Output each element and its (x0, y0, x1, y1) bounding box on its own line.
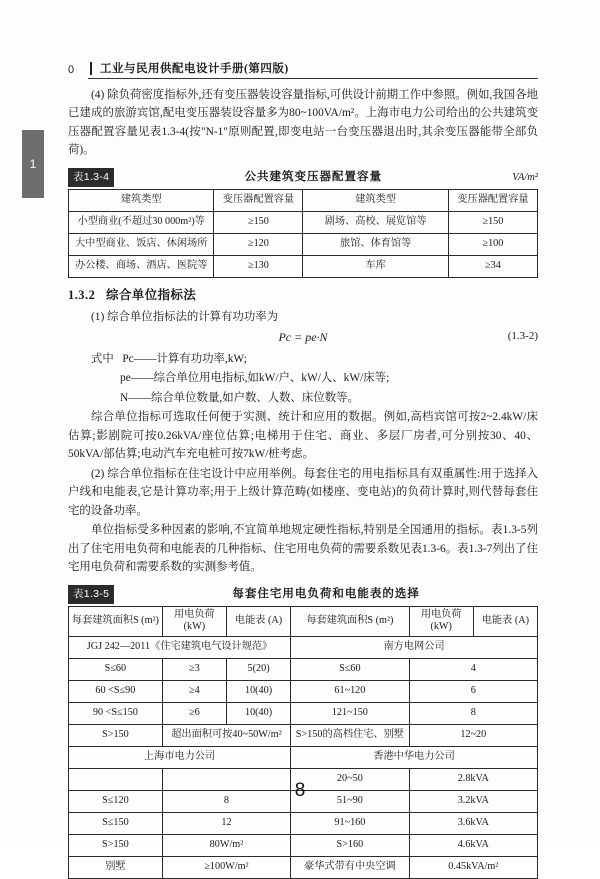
cell: 剧场、高校、展览馆等 (303, 211, 448, 233)
table-row (69, 681, 538, 703)
definition-item-2: N——综合单位数量,如户数、人数、床位数等。 (120, 392, 359, 404)
section-number: 1.3.2 (68, 288, 95, 302)
cell: 6 (409, 681, 537, 703)
definition-lead (68, 350, 538, 368)
cell: JGJ 242—2011《住宅建筑电气设计规范》 (69, 637, 291, 659)
paragraph-unit-index: 综合单位指标可选取任何便于实测、统计和应用的数据。例如,高档宾馆可按2~2.4kW/床估算;影剧院可按0.26kVA/座位估算;电梯用于住宅、商业、多层厂房者,可分别按30、40、50kVA/部估算;电动汽车充电桩可按7kW/桩考虑。 (68, 408, 538, 463)
table-row (69, 211, 538, 233)
formula-expression: Pc = pe·N (278, 330, 327, 344)
section-heading (68, 285, 538, 305)
cell: S>160 (291, 835, 409, 857)
table-134 (68, 189, 538, 278)
paragraph-index-factors: 单位指标受多种因素的影响,不宜简单地规定硬性指标,特别是全国通用的指标。表1.3-5列出了住宅用电负荷和电能表的几种指标、住宅用电负荷的需要系数见表1.3-6。表1.3-7列出了住宅用电负荷和需要系数的实测参考值。 (68, 521, 538, 576)
table-row (69, 835, 538, 857)
table-135-col-4: 用电负荷 (kW) (409, 606, 473, 637)
cell: S≤60 (69, 659, 163, 681)
cell: 上海市电力公司 (69, 747, 291, 769)
cell: 20~50 (291, 769, 409, 791)
cell: ≥6 (162, 703, 226, 725)
table-135-col-2: 电能表 (A) (226, 606, 290, 637)
cell: 90 <S≤150 (69, 703, 163, 725)
table-row (69, 233, 538, 255)
running-header (68, 54, 538, 76)
table-134-caption (68, 168, 538, 187)
table-135-body (69, 637, 538, 879)
table-134-title: 公共建筑变压器配置容量 (114, 168, 512, 187)
cell: 80W/m² (162, 835, 290, 857)
running-header-rule (88, 78, 538, 79)
definition-item-0: Pc——计算有功功率,kW; (122, 353, 247, 365)
cell: 4 (409, 659, 537, 681)
cell: 3.2kVA (409, 791, 537, 813)
definition-lead-label: 式中 (91, 353, 114, 365)
cell: S≤150 (69, 813, 163, 835)
table-134-number: 表1.3-4 (68, 168, 114, 187)
table-134-header-row (69, 189, 538, 211)
table-135-col-3: 每套建筑面积S (m²) (291, 606, 409, 637)
cell: S≤120 (69, 791, 163, 813)
formula-number: (1.3-2) (508, 328, 538, 346)
cell: 大中型商业、饭店、休闲场所 (69, 233, 214, 255)
table-row (69, 255, 538, 277)
table-134-col-2: 建筑类型 (303, 189, 448, 211)
cell: 4.6kVA (409, 835, 537, 857)
cell: ≥4 (162, 681, 226, 703)
table-135-header-row (69, 606, 538, 637)
paragraph-4: (4) 除负荷密度指标外,还有变压器装设容量指标,可供设计前期工作中参照。例如,我国各地已建成的旅游宾馆,配电变压器装设容量多为80~100VA/m²。上海市电力公司给出的公共建筑变压器配置容量见表1.3-4(按"N-1"原则配置,即变电站一台变压器退出时,其余变压器能带全部负荷)。 (68, 86, 538, 160)
cell: S>150 (69, 725, 163, 747)
paragraph-residential-example: (2) 综合单位指标在住宅设计中应用举例。每套住宅的用电指标具有双重属性:用于选择入户线和电能表,它是计算功率;用于上级计算范畴(如楼座、变电站)的负荷计算时,则代替每套住宅的设备功率。 (68, 465, 538, 520)
table-135-col-5: 电能表 (A) (473, 606, 537, 637)
cell: 豪华式带有中央空调 (291, 857, 409, 879)
cell: 旅馆、体育馆等 (303, 233, 448, 255)
formula-1-3-2 (68, 328, 538, 347)
table-135-col-1: 用电负荷 (kW) (162, 606, 226, 637)
table-135 (68, 606, 538, 879)
cell: 121~150 (291, 703, 409, 725)
cell: 10(40) (226, 681, 290, 703)
section-title: 综合单位指标法 (106, 288, 196, 302)
cell: 51~90 (291, 791, 409, 813)
table-row (69, 725, 538, 747)
cell: 小型商业(不超过30 000m²)等 (69, 211, 214, 233)
table-135-title: 每套住宅用电负荷和电能表的选择 (114, 585, 538, 604)
page-content (68, 54, 538, 744)
cell: 8 (162, 791, 290, 813)
cell: 车库 (303, 255, 448, 277)
cell: 3.6kVA (409, 813, 537, 835)
table-135-col-0: 每套建筑面积S (m²) (69, 606, 163, 637)
cell: 2.8kVA (409, 769, 537, 791)
chapter-tab-marker: 1 (22, 130, 44, 198)
cell: 91~160 (291, 813, 409, 835)
definition-item-2-row (68, 389, 538, 407)
cell: 12 (162, 813, 290, 835)
cell: 超出面积可按40~50W/m² (162, 725, 290, 747)
cell: 8 (409, 703, 537, 725)
cell: 别墅 (69, 857, 163, 879)
table-134-col-0: 建筑类型 (69, 189, 214, 211)
paragraph-formula-lead: (1) 综合单位指标法的计算有功功率为 (68, 308, 538, 326)
cell: 60 <S≤90 (69, 681, 163, 703)
cell: ≥150 (448, 211, 537, 233)
cell: ≥3 (162, 659, 226, 681)
cell: ≥100 (448, 233, 537, 255)
table-row (69, 659, 538, 681)
cell: 12~20 (409, 725, 537, 747)
definition-item-1: pe——综合单位用电指标,如kW/户、kW/人、kW/床等; (120, 372, 389, 384)
cell: 5(20) (226, 659, 290, 681)
page-folio: 8 (0, 780, 600, 802)
running-header-page-marker: 0 (68, 64, 90, 76)
running-header-title: 工业与民用供配电设计手册(第四版) (100, 60, 289, 76)
cell: ≥34 (448, 255, 537, 277)
table-row (69, 637, 538, 659)
cell: S≤60 (291, 659, 409, 681)
body-text (68, 86, 538, 879)
table-134-col-1: 变压器配置容量 (214, 189, 303, 211)
cell: ≥120 (214, 233, 303, 255)
cell: ≥150 (214, 211, 303, 233)
table-row (69, 747, 538, 769)
cell: S>150的高档住宅、别墅 (291, 725, 409, 747)
definition-item-1-row (68, 369, 538, 387)
table-135-number: 表1.3-5 (68, 585, 114, 604)
cell: 南方电网公司 (291, 637, 538, 659)
cell: ≥100W/m² (162, 857, 290, 879)
table-134-unit: VA/m² (512, 169, 538, 186)
cell: 0.45kVA/m² (409, 857, 537, 879)
cell: 61~120 (291, 681, 409, 703)
cell: S>150 (69, 835, 163, 857)
table-row (69, 857, 538, 879)
table-row (69, 813, 538, 835)
cell: 香港中华电力公司 (291, 747, 538, 769)
table-row (69, 703, 538, 725)
table-135-caption (68, 585, 538, 604)
cell: 10(40) (226, 703, 290, 725)
running-header-divider (90, 62, 92, 75)
table-134-col-3: 变压器配置容量 (448, 189, 537, 211)
cell: ≥130 (214, 255, 303, 277)
cell: 办公楼、商场、酒店、医院等 (69, 255, 214, 277)
